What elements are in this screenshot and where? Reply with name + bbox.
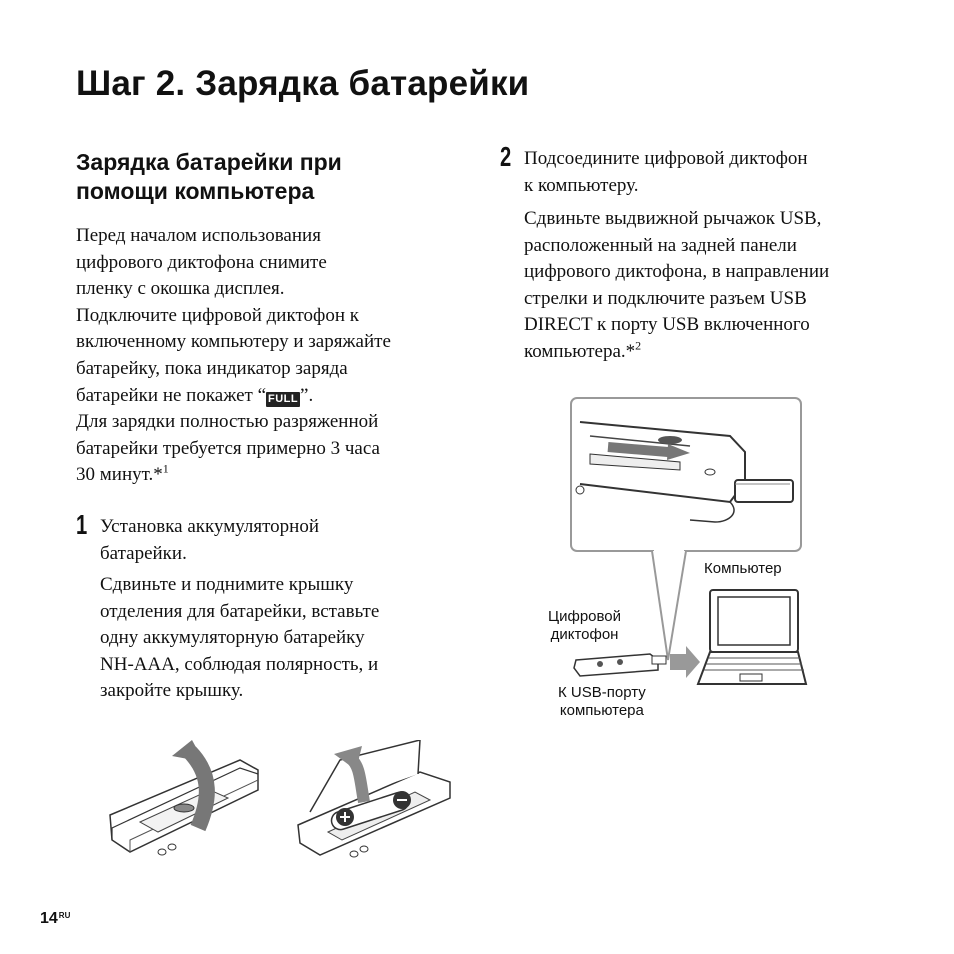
footnote-mark: 1 <box>162 462 169 477</box>
step-body-line: закройте крышку. <box>100 680 244 702</box>
section-heading-line: Зарядка батарейки при <box>76 149 342 175</box>
step-body <box>100 572 460 705</box>
step-body <box>524 206 904 366</box>
step-heading-line: Подсоедините цифровой диктофон <box>524 148 808 169</box>
step-number: 1 <box>76 509 88 540</box>
step-body-line: стрелки и подключите разъем USB <box>524 287 807 309</box>
intro-line: Подключите цифровой диктофон к <box>76 304 359 326</box>
computer-label: Компьютер <box>704 560 782 577</box>
page-number <box>40 910 70 928</box>
page-lang: RU <box>58 911 71 920</box>
step-heading <box>524 146 904 199</box>
step-heading-line: к компьютеру. <box>524 174 639 196</box>
battery-cover-illustration <box>100 740 270 865</box>
step-body-line: цифрового диктофона, в направлении <box>524 261 830 283</box>
intro-line: батарейки требуется примерно 3 часа <box>76 437 380 459</box>
step-body-line: отделения для батарейки, вставьте <box>100 600 380 622</box>
step-heading-line: Установка аккумуляторной <box>100 516 320 537</box>
usb-port-label-line: компьютера <box>559 702 644 719</box>
step-body-line: NH-AAA, соблюдая полярность, и <box>100 653 379 675</box>
step-body-line: DIRECT к порту USB включенного <box>524 314 810 336</box>
battery-insert-illustration <box>290 740 465 865</box>
intro-line: Перед началом использования <box>76 225 321 246</box>
step-number: 2 <box>500 141 512 172</box>
step-body-line: Сдвиньте выдвижной рычажок USB, <box>524 208 822 229</box>
step-body-line: Сдвиньте и поднимите крышку <box>100 574 354 595</box>
page-number-value: 14 <box>40 910 58 927</box>
step-heading-line: батарейки. <box>100 542 187 564</box>
intro-line: цифрового диктофона снимите <box>76 251 327 273</box>
battery-full-icon: FULL <box>267 392 299 405</box>
intro-line: батарейки не покажет “ <box>76 384 267 406</box>
intro-line: включенному компьютеру и заряжайте <box>76 331 391 353</box>
step-body-line: одну аккумуляторную батарейку <box>100 627 365 649</box>
page-title: Шаг 2. Зарядка батарейки <box>76 64 530 103</box>
recorder-label-line: диктофон <box>550 626 619 643</box>
recorder-label-line: Цифровой <box>548 608 622 625</box>
footnote-mark: 2 <box>635 338 642 353</box>
step-heading <box>100 514 460 567</box>
usb-port-label-line: К USB-порту <box>558 684 646 701</box>
laptop-computer-icon <box>696 588 808 692</box>
intro-line: ”. <box>300 384 314 406</box>
intro-paragraph <box>76 223 461 489</box>
section-heading <box>76 148 456 206</box>
recorder-label <box>548 608 621 644</box>
step-body-line: компьютера.* <box>524 340 636 362</box>
intro-line: пленку с окошка дисплея. <box>76 278 285 300</box>
intro-line: батарейку, пока индикатор заряда <box>76 357 348 379</box>
section-heading-line: помощи компьютера <box>76 178 315 204</box>
intro-line: Для зарядки полностью разряженной <box>76 411 379 433</box>
step-body-line: расположенный на задней панели <box>524 234 797 256</box>
intro-line: 30 минут.* <box>76 464 163 486</box>
usb-port-label <box>558 684 646 720</box>
